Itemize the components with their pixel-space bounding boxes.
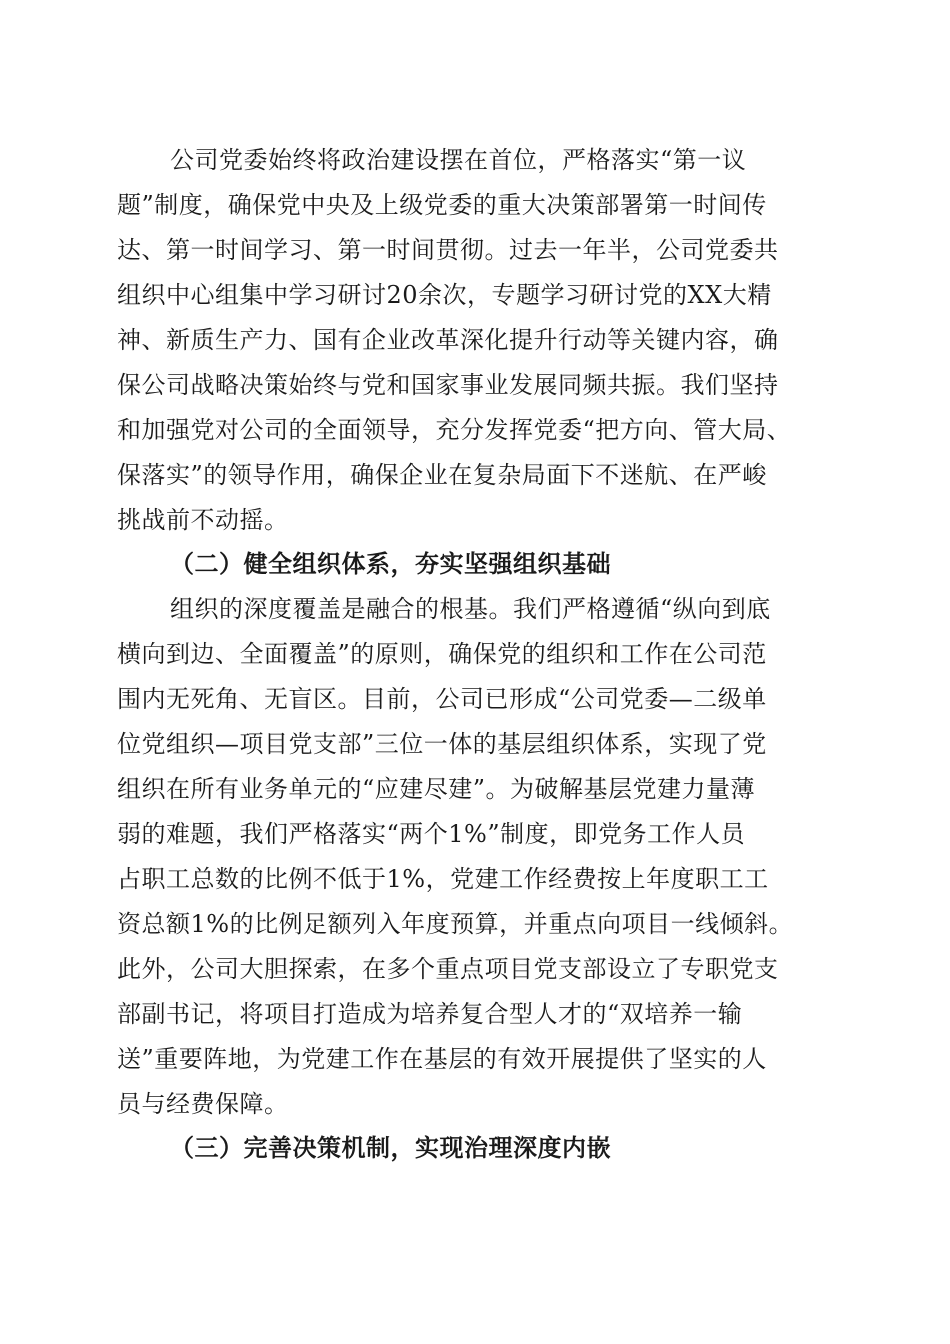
text-line: 组织的深度覆盖是融合的根基。我们严格遵循“纵向到底 bbox=[170, 595, 771, 623]
text-line: 组织在所有业务单元的“应建尽建”。为破解基层党建力量薄 bbox=[117, 775, 756, 803]
section-heading: （二）健全组织体系，夯实坚强组织基础 bbox=[170, 549, 611, 578]
text-line: 达、第一时间学习、第一时间贯彻。过去一年半，公司党委共 bbox=[117, 236, 779, 264]
text-line: 资总额1%的比例足额列入年度预算，并重点向项目一线倾斜。 bbox=[117, 910, 794, 938]
text-line: 保公司战略决策始终与党和国家事业发展同频共振。我们坚持 bbox=[117, 371, 779, 399]
text-line: 部副书记，将项目打造成为培养复合型人才的“双培养一输 bbox=[117, 1000, 743, 1028]
text-line: 此外，公司大胆探索，在多个重点项目党支部设立了专职党支 bbox=[117, 955, 779, 983]
text-line: 保落实”的领导作用，确保企业在复杂局面下不迷航、在严峻 bbox=[117, 461, 767, 489]
text-line: 挑战前不动摇。 bbox=[117, 506, 289, 534]
text-line: 送”重要阵地，为党建工作在基层的有效开展提供了坚实的人 bbox=[117, 1045, 767, 1073]
text-line: 题”制度，确保党中央及上级党委的重大决策部署第一时间传 bbox=[117, 191, 767, 219]
text-line: 横向到边、全面覆盖”的原则，确保党的组织和工作在公司范 bbox=[117, 640, 767, 668]
text-line: 员与经费保障。 bbox=[117, 1090, 289, 1118]
text-line: 占职工总数的比例不低于1%，党建工作经费按上年度职工工 bbox=[117, 865, 769, 893]
text-line: 神、新质生产力、国有企业改革深化提升行动等关键内容，确 bbox=[117, 326, 779, 354]
text-line: 组织中心组集中学习研讨20余次，专题学习研讨党的XX大精 bbox=[117, 281, 772, 309]
text-line: 和加强党对公司的全面领导，充分发挥党委“把方向、管大局、 bbox=[117, 416, 792, 444]
text-line: 弱的难题，我们严格落实“两个1%”制度，即党务工作人员 bbox=[117, 820, 746, 848]
text-line: 位党组织—项目党支部”三位一体的基层组织体系，实现了党 bbox=[117, 730, 767, 758]
text-line: 公司党委始终将政治建设摆在首位，严格落实“第一议 bbox=[170, 146, 747, 174]
text-line: 围内无死角、无盲区。目前，公司已形成“公司党委—二级单 bbox=[117, 685, 767, 713]
section-heading: （三）完善决策机制，实现治理深度内嵌 bbox=[170, 1133, 611, 1162]
